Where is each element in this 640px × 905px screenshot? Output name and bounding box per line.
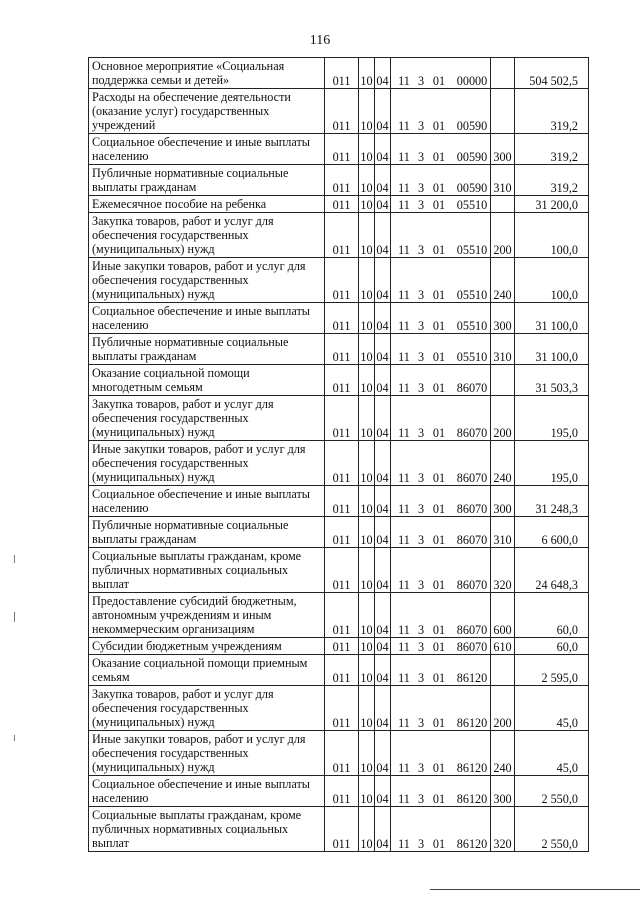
ministry-code: 011 xyxy=(325,258,359,303)
row-name: Оказание социальной помощи приемным семьям xyxy=(89,655,325,686)
subsection-code: 04 xyxy=(375,165,391,196)
code-part-p2: 3 xyxy=(417,74,425,88)
expense-type-code xyxy=(491,655,515,686)
code-part-p1: 11 xyxy=(398,350,410,364)
section-code: 10 xyxy=(359,441,375,486)
scan-mark xyxy=(14,555,15,563)
code-part-p1: 11 xyxy=(398,792,410,806)
code-part-p2: 3 xyxy=(417,671,425,685)
code-part-p2: 3 xyxy=(417,288,425,302)
code-part-p2: 3 xyxy=(417,716,425,730)
table-row xyxy=(89,89,589,134)
table-row xyxy=(89,731,589,776)
scan-mark xyxy=(14,612,15,622)
target-article-code xyxy=(391,134,491,165)
amount: 45,0 xyxy=(515,686,589,731)
ministry-code: 011 xyxy=(325,213,359,258)
target-article-code xyxy=(391,196,491,213)
table-row xyxy=(89,441,589,486)
section-code: 10 xyxy=(359,807,375,852)
subsection-code: 04 xyxy=(375,303,391,334)
code-part-p2: 3 xyxy=(417,640,425,654)
target-article-code xyxy=(391,334,491,365)
code-part-p4: 86120 xyxy=(456,761,488,775)
code-part-p3: 01 xyxy=(432,381,446,395)
row-name: Иные закупки товаров, работ и услуг для обеспечения государственных (муниципальных) нужд xyxy=(89,731,325,776)
code-part-p2: 3 xyxy=(417,471,425,485)
table-row xyxy=(89,638,589,655)
subsection-code: 04 xyxy=(375,517,391,548)
code-part-p1: 11 xyxy=(398,381,410,395)
code-part-p1: 11 xyxy=(398,578,410,592)
subsection-code: 04 xyxy=(375,365,391,396)
amount: 60,0 xyxy=(515,593,589,638)
section-code: 10 xyxy=(359,303,375,334)
code-part-p3: 01 xyxy=(432,837,446,851)
target-article-code xyxy=(391,593,491,638)
row-name: Расходы на обеспечение деятельности (оказание услуг) государственных учреждений xyxy=(89,89,325,134)
subsection-code: 04 xyxy=(375,89,391,134)
code-part-p4: 86070 xyxy=(456,578,488,592)
code-part-p2: 3 xyxy=(417,198,425,212)
ministry-code: 011 xyxy=(325,776,359,807)
row-name: Социальное обеспечение и иные выплаты населению xyxy=(89,303,325,334)
code-part-p4: 05510 xyxy=(456,243,488,257)
code-part-p4: 86120 xyxy=(456,671,488,685)
row-name: Субсидии бюджетным учреждениям xyxy=(89,638,325,655)
code-part-p4: 86070 xyxy=(456,623,488,637)
section-code: 10 xyxy=(359,731,375,776)
table-row xyxy=(89,365,589,396)
code-part-p3: 01 xyxy=(432,74,446,88)
amount: 31 503,3 xyxy=(515,365,589,396)
code-part-p4: 00000 xyxy=(456,74,488,88)
code-part-p3: 01 xyxy=(432,150,446,164)
table-row xyxy=(89,686,589,731)
code-part-p2: 3 xyxy=(417,119,425,133)
ministry-code: 011 xyxy=(325,303,359,334)
section-code: 10 xyxy=(359,165,375,196)
subsection-code: 04 xyxy=(375,213,391,258)
target-article-code xyxy=(391,776,491,807)
section-code: 10 xyxy=(359,58,375,89)
code-part-p2: 3 xyxy=(417,426,425,440)
amount: 31 100,0 xyxy=(515,334,589,365)
expense-type-code: 310 xyxy=(491,165,515,196)
amount: 195,0 xyxy=(515,441,589,486)
code-part-p3: 01 xyxy=(432,426,446,440)
code-part-p2: 3 xyxy=(417,837,425,851)
code-part-p1: 11 xyxy=(398,837,410,851)
section-code: 10 xyxy=(359,89,375,134)
target-article-code xyxy=(391,655,491,686)
ministry-code: 011 xyxy=(325,655,359,686)
code-part-p4: 86070 xyxy=(456,381,488,395)
row-name: Основное мероприятие «Социальная поддержка семьи и детей» xyxy=(89,58,325,89)
subsection-code: 04 xyxy=(375,58,391,89)
target-article-code xyxy=(391,731,491,776)
code-part-p3: 01 xyxy=(432,288,446,302)
row-name: Ежемесячное пособие на ребенка xyxy=(89,196,325,213)
table-row xyxy=(89,396,589,441)
section-code: 10 xyxy=(359,548,375,593)
code-part-p4: 00590 xyxy=(456,150,488,164)
expense-type-code: 320 xyxy=(491,807,515,852)
amount: 319,2 xyxy=(515,165,589,196)
code-part-p3: 01 xyxy=(432,640,446,654)
amount: 31 248,3 xyxy=(515,486,589,517)
expense-type-code: 600 xyxy=(491,593,515,638)
amount: 100,0 xyxy=(515,213,589,258)
section-code: 10 xyxy=(359,593,375,638)
code-part-p2: 3 xyxy=(417,243,425,257)
code-part-p1: 11 xyxy=(398,471,410,485)
table-row xyxy=(89,258,589,303)
ministry-code: 011 xyxy=(325,807,359,852)
amount: 319,2 xyxy=(515,134,589,165)
table-row xyxy=(89,655,589,686)
page-number: 116 xyxy=(309,33,331,48)
code-part-p1: 11 xyxy=(398,623,410,637)
code-part-p3: 01 xyxy=(432,119,446,133)
ministry-code: 011 xyxy=(325,89,359,134)
section-code: 10 xyxy=(359,517,375,548)
expense-type-code xyxy=(491,365,515,396)
amount: 319,2 xyxy=(515,89,589,134)
table-row xyxy=(89,303,589,334)
code-part-p1: 11 xyxy=(398,671,410,685)
section-code: 10 xyxy=(359,134,375,165)
section-code: 10 xyxy=(359,776,375,807)
code-part-p2: 3 xyxy=(417,381,425,395)
code-part-p4: 05510 xyxy=(456,288,488,302)
expense-type-code xyxy=(491,58,515,89)
code-part-p4: 05510 xyxy=(456,319,488,333)
target-article-code xyxy=(391,441,491,486)
amount: 2 550,0 xyxy=(515,776,589,807)
target-article-code xyxy=(391,303,491,334)
budget-table-container xyxy=(88,57,588,852)
code-part-p2: 3 xyxy=(417,761,425,775)
row-name: Социальное обеспечение и иные выплаты населению xyxy=(89,486,325,517)
subsection-code: 04 xyxy=(375,334,391,365)
target-article-code xyxy=(391,396,491,441)
ministry-code: 011 xyxy=(325,58,359,89)
ministry-code: 011 xyxy=(325,517,359,548)
subsection-code: 04 xyxy=(375,396,391,441)
expense-type-code: 240 xyxy=(491,731,515,776)
target-article-code xyxy=(391,548,491,593)
row-name: Публичные нормативные социальные выплаты гражданам xyxy=(89,334,325,365)
code-part-p3: 01 xyxy=(432,578,446,592)
expense-type-code: 200 xyxy=(491,396,515,441)
amount: 24 648,3 xyxy=(515,548,589,593)
code-part-p2: 3 xyxy=(417,502,425,516)
amount: 100,0 xyxy=(515,258,589,303)
code-part-p1: 11 xyxy=(398,119,410,133)
table-row xyxy=(89,134,589,165)
subsection-code: 04 xyxy=(375,638,391,655)
code-part-p4: 86070 xyxy=(456,471,488,485)
ministry-code: 011 xyxy=(325,638,359,655)
row-name: Оказание социальной помощи многодетным семьям xyxy=(89,365,325,396)
code-part-p3: 01 xyxy=(432,319,446,333)
ministry-code: 011 xyxy=(325,548,359,593)
code-part-p2: 3 xyxy=(417,792,425,806)
amount: 45,0 xyxy=(515,731,589,776)
target-article-code xyxy=(391,686,491,731)
section-code: 10 xyxy=(359,686,375,731)
code-part-p4: 86120 xyxy=(456,837,488,851)
section-code: 10 xyxy=(359,638,375,655)
code-part-p3: 01 xyxy=(432,243,446,257)
code-part-p1: 11 xyxy=(398,716,410,730)
code-part-p4: 05510 xyxy=(456,350,488,364)
code-part-p3: 01 xyxy=(432,198,446,212)
target-article-code xyxy=(391,807,491,852)
target-article-code xyxy=(391,517,491,548)
code-part-p1: 11 xyxy=(398,502,410,516)
row-name: Закупка товаров, работ и услуг для обеспечения государственных (муниципальных) нужд xyxy=(89,686,325,731)
section-code: 10 xyxy=(359,396,375,441)
code-part-p1: 11 xyxy=(398,761,410,775)
ministry-code: 011 xyxy=(325,365,359,396)
ministry-code: 011 xyxy=(325,165,359,196)
code-part-p1: 11 xyxy=(398,243,410,257)
subsection-code: 04 xyxy=(375,196,391,213)
code-part-p4: 00590 xyxy=(456,181,488,195)
code-part-p4: 86070 xyxy=(456,640,488,654)
code-part-p2: 3 xyxy=(417,319,425,333)
row-name: Иные закупки товаров, работ и услуг для обеспечения государственных (муниципальных) нужд xyxy=(89,258,325,303)
subsection-code: 04 xyxy=(375,731,391,776)
section-code: 10 xyxy=(359,258,375,303)
row-name: Публичные нормативные социальные выплаты гражданам xyxy=(89,165,325,196)
row-name: Публичные нормативные социальные выплаты гражданам xyxy=(89,517,325,548)
subsection-code: 04 xyxy=(375,593,391,638)
table-row xyxy=(89,165,589,196)
code-part-p2: 3 xyxy=(417,150,425,164)
code-part-p3: 01 xyxy=(432,350,446,364)
amount: 6 600,0 xyxy=(515,517,589,548)
subsection-code: 04 xyxy=(375,441,391,486)
expense-type-code: 310 xyxy=(491,334,515,365)
section-code: 10 xyxy=(359,196,375,213)
target-article-code xyxy=(391,58,491,89)
code-part-p4: 05510 xyxy=(456,198,488,212)
code-part-p3: 01 xyxy=(432,761,446,775)
ministry-code: 011 xyxy=(325,686,359,731)
target-article-code xyxy=(391,165,491,196)
code-part-p4: 86070 xyxy=(456,426,488,440)
subsection-code: 04 xyxy=(375,807,391,852)
row-name: Социальное обеспечение и иные выплаты населению xyxy=(89,134,325,165)
expense-type-code: 200 xyxy=(491,686,515,731)
amount: 2 595,0 xyxy=(515,655,589,686)
code-part-p1: 11 xyxy=(398,74,410,88)
code-part-p3: 01 xyxy=(432,533,446,547)
code-part-p1: 11 xyxy=(398,181,410,195)
budget-table-body xyxy=(89,58,589,852)
amount: 2 550,0 xyxy=(515,807,589,852)
table-row xyxy=(89,593,589,638)
expense-type-code: 610 xyxy=(491,638,515,655)
target-article-code xyxy=(391,638,491,655)
code-part-p4: 00590 xyxy=(456,119,488,133)
subsection-code: 04 xyxy=(375,258,391,303)
page-bottom-rule xyxy=(430,889,640,890)
code-part-p2: 3 xyxy=(417,578,425,592)
expense-type-code xyxy=(491,89,515,134)
scan-mark xyxy=(14,735,15,741)
expense-type-code: 300 xyxy=(491,134,515,165)
subsection-code: 04 xyxy=(375,548,391,593)
table-row xyxy=(89,58,589,89)
expense-type-code xyxy=(491,196,515,213)
amount: 195,0 xyxy=(515,396,589,441)
section-code: 10 xyxy=(359,365,375,396)
code-part-p3: 01 xyxy=(432,671,446,685)
ministry-code: 011 xyxy=(325,134,359,165)
table-row xyxy=(89,776,589,807)
amount: 31 200,0 xyxy=(515,196,589,213)
code-part-p3: 01 xyxy=(432,716,446,730)
code-part-p4: 86120 xyxy=(456,792,488,806)
row-name: Социальные выплаты гражданам, кроме публичных нормативных социальных выплат xyxy=(89,807,325,852)
amount: 31 100,0 xyxy=(515,303,589,334)
code-part-p3: 01 xyxy=(432,623,446,637)
table-row xyxy=(89,213,589,258)
code-part-p2: 3 xyxy=(417,350,425,364)
section-code: 10 xyxy=(359,486,375,517)
table-row xyxy=(89,334,589,365)
code-part-p3: 01 xyxy=(432,792,446,806)
row-name: Предоставление субсидий бюджетным, автономным учреждениям и иным некоммерческим организациям xyxy=(89,593,325,638)
table-row xyxy=(89,548,589,593)
code-part-p2: 3 xyxy=(417,181,425,195)
section-code: 10 xyxy=(359,213,375,258)
target-article-code xyxy=(391,213,491,258)
subsection-code: 04 xyxy=(375,776,391,807)
table-row xyxy=(89,807,589,852)
subsection-code: 04 xyxy=(375,134,391,165)
ministry-code: 011 xyxy=(325,593,359,638)
expense-type-code: 310 xyxy=(491,517,515,548)
code-part-p3: 01 xyxy=(432,502,446,516)
amount: 60,0 xyxy=(515,638,589,655)
code-part-p4: 86070 xyxy=(456,502,488,516)
ministry-code: 011 xyxy=(325,334,359,365)
expense-type-code: 300 xyxy=(491,303,515,334)
target-article-code xyxy=(391,89,491,134)
ministry-code: 011 xyxy=(325,731,359,776)
target-article-code xyxy=(391,365,491,396)
code-part-p4: 86120 xyxy=(456,716,488,730)
amount: 504 502,5 xyxy=(515,58,589,89)
row-name: Закупка товаров, работ и услуг для обеспечения государственных (муниципальных) нужд xyxy=(89,213,325,258)
target-article-code xyxy=(391,486,491,517)
expense-type-code: 200 xyxy=(491,213,515,258)
code-part-p1: 11 xyxy=(398,198,410,212)
code-part-p3: 01 xyxy=(432,471,446,485)
row-name: Закупка товаров, работ и услуг для обеспечения государственных (муниципальных) нужд xyxy=(89,396,325,441)
table-row xyxy=(89,486,589,517)
budget-table xyxy=(88,57,589,852)
code-part-p3: 01 xyxy=(432,181,446,195)
ministry-code: 011 xyxy=(325,396,359,441)
expense-type-code: 240 xyxy=(491,441,515,486)
table-row xyxy=(89,196,589,213)
row-name: Социальные выплаты гражданам, кроме публичных нормативных социальных выплат xyxy=(89,548,325,593)
code-part-p1: 11 xyxy=(398,150,410,164)
ministry-code: 011 xyxy=(325,441,359,486)
expense-type-code: 300 xyxy=(491,776,515,807)
section-code: 10 xyxy=(359,334,375,365)
target-article-code xyxy=(391,258,491,303)
code-part-p1: 11 xyxy=(398,319,410,333)
code-part-p2: 3 xyxy=(417,623,425,637)
ministry-code: 011 xyxy=(325,486,359,517)
code-part-p4: 86070 xyxy=(456,533,488,547)
code-part-p2: 3 xyxy=(417,533,425,547)
row-name: Иные закупки товаров, работ и услуг для обеспечения государственных (муниципальных) нужд xyxy=(89,441,325,486)
expense-type-code: 320 xyxy=(491,548,515,593)
table-row xyxy=(89,517,589,548)
code-part-p1: 11 xyxy=(398,533,410,547)
subsection-code: 04 xyxy=(375,486,391,517)
code-part-p1: 11 xyxy=(398,640,410,654)
row-name: Социальное обеспечение и иные выплаты населению xyxy=(89,776,325,807)
code-part-p1: 11 xyxy=(398,426,410,440)
subsection-code: 04 xyxy=(375,686,391,731)
section-code: 10 xyxy=(359,655,375,686)
expense-type-code: 300 xyxy=(491,486,515,517)
ministry-code: 011 xyxy=(325,196,359,213)
expense-type-code: 240 xyxy=(491,258,515,303)
code-part-p1: 11 xyxy=(398,288,410,302)
subsection-code: 04 xyxy=(375,655,391,686)
